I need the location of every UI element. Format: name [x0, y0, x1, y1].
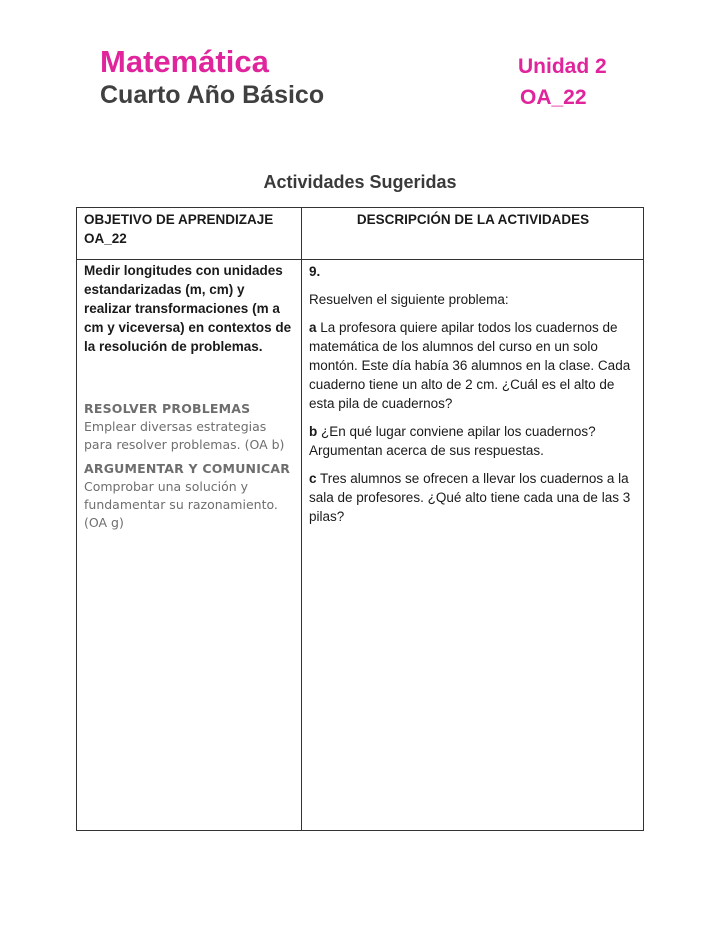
activities-table	[76, 207, 644, 831]
objective-text: Medir longitudes con unidades estandarizadas (m, cm) y realizar transformaciones (m a cm y viceversa) en contextos de la resolución de problemas.	[84, 263, 292, 354]
header-description: DESCRIPCIÓN DE LA ACTIVIDADES	[302, 208, 644, 260]
header-objective-line2: OA_22	[84, 231, 127, 246]
table-body-row	[77, 260, 644, 831]
skill-text: Comprobar una solución y fundamentar su razonamiento. (OA g)	[84, 479, 278, 530]
item-letter: a	[309, 320, 317, 335]
skill-text: Emplear diversas estrategias para resolver problemas. (OA b)	[84, 419, 285, 452]
item-letter: c	[309, 471, 317, 486]
grade-title: Cuarto Año Básico	[100, 81, 325, 109]
item-text: Tres alumnos se ofrecen a llevar los cuadernos a la sala de profesores. ¿Qué alto tiene cada una de las 3 pilas?	[309, 471, 631, 524]
oa-label: OA_22	[520, 86, 587, 109]
table-header-row	[77, 208, 644, 260]
skill-heading: ARGUMENTAR Y COMUNICAR	[84, 461, 291, 476]
document-header	[100, 44, 324, 110]
activity-item-c	[309, 469, 635, 526]
section-title: Actividades Sugeridas	[263, 172, 457, 192]
objective-cell	[77, 260, 302, 831]
activity-number: 9.	[309, 264, 321, 279]
unit-header	[518, 54, 607, 111]
activity-cell	[302, 260, 644, 831]
skill-heading: RESOLVER PROBLEMAS	[84, 401, 251, 416]
subject-title: Matemática	[100, 44, 269, 79]
activity-item-b	[309, 422, 635, 460]
skills-block	[84, 400, 295, 532]
item-letter: b	[309, 424, 318, 439]
item-text: ¿En qué lugar conviene apilar los cuadernos? Argumentan acerca de sus respuestas.	[309, 424, 596, 458]
header-objective-line1: OBJETIVO DE APRENDIZAJE	[84, 212, 274, 227]
activity-item-a	[309, 318, 635, 413]
activity-intro: Resuelven el siguiente problema:	[309, 292, 509, 307]
unit-label: Unidad 2	[518, 55, 607, 78]
item-text: La profesora quiere apilar todos los cuadernos de matemática de los alumnos del curso en un solo montón. Este día había 36 alumnos en la clase. Cada cuaderno tiene un alto de 2 cm. ¿Cuál es el alto de esta pila de cuadernos?	[309, 320, 631, 411]
header-objective	[77, 208, 302, 260]
